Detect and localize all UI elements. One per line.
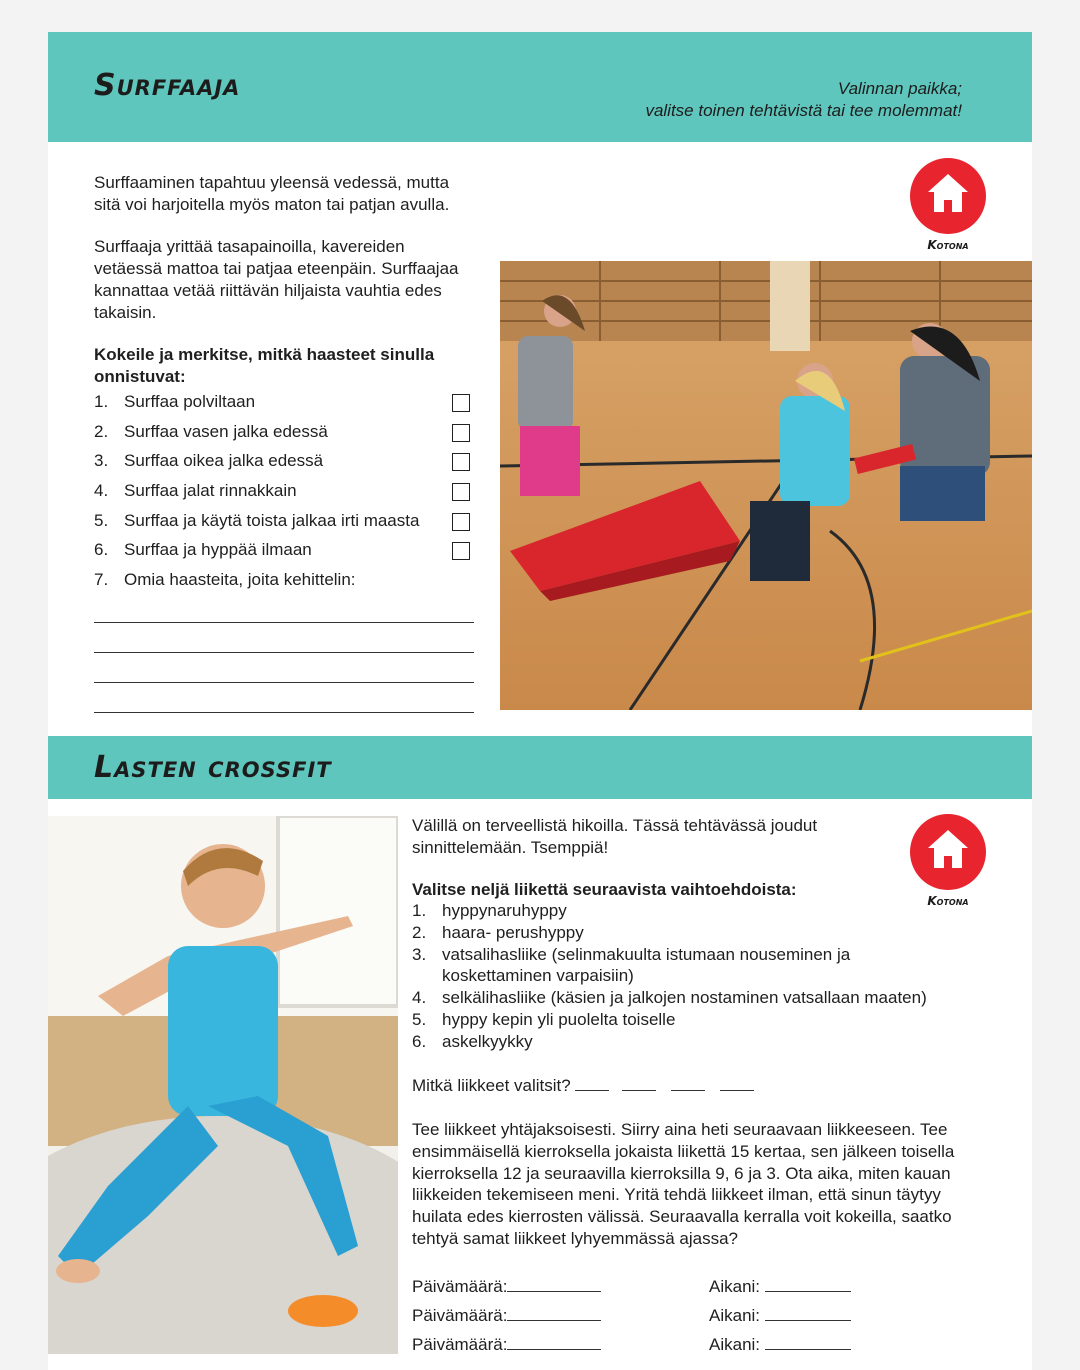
date-row: Päivämäärä: <box>412 1334 601 1355</box>
date-row: Päivämäärä: <box>412 1305 601 1326</box>
crossfit-instructions: Tee liikkeet yhtäjaksoisesti. Siirry aina heti seuraavaan liikkeeseen. Tee ensimmäisellä kierroksella jokaista liikettä 15 kertaa, sen jälkeen toisella kierroksella 12 ja seuraavilla kierroksilla 9, 6 ja 3. Ota aika, miten kauan liikkeiden tekemiseen meni. Yritä tehdä liikkeet ilman, että sinun täytyy huilata edes kierrosten välissä. Seuraavalla kerralla voit kokeilla, saatko tehtyä samat liikkeet lyhyemmässä ajassa? <box>412 1120 955 1248</box>
checkbox[interactable] <box>452 542 470 560</box>
answer-blank[interactable] <box>575 1075 609 1091</box>
challenge-list <box>94 392 474 600</box>
list-item: 3. Surffaa oikea jalka edessä <box>94 451 474 481</box>
answer-blank[interactable] <box>720 1075 754 1091</box>
checkbox[interactable] <box>452 394 470 412</box>
list-item: 7. Omia haasteita, joita kehittelin: <box>94 570 356 590</box>
time-field[interactable] <box>765 1276 851 1292</box>
list-item: 1. hyppynaruhyppy <box>412 901 567 920</box>
home-badge: Kotona <box>908 814 988 908</box>
surfing-photo <box>500 261 1032 710</box>
list-item: 5. hyppy kepin yli puolelta toiselle <box>412 1009 676 1029</box>
time-row: Aikani: <box>709 1276 851 1297</box>
worksheet-page <box>48 32 1032 1370</box>
checkbox[interactable] <box>452 424 470 442</box>
date-row: Päivämäärä: <box>412 1276 601 1297</box>
list-item: 5. Surffaa ja käytä toista jalkaa irti maasta <box>94 511 474 541</box>
section-title: Lasten crossfit <box>94 750 332 785</box>
section-title: Surffaaja <box>94 68 241 103</box>
intro-paragraph-2: Surffaaja yrittää tasapainoilla, kavereiden vetäessä mattoa tai patjaa eteenpäin. Surffaajaa kannattaa vetää riittävän hiljaista vauhtia edes takaisin. <box>94 237 459 322</box>
answer-blank[interactable] <box>622 1075 656 1091</box>
house-icon <box>910 158 986 234</box>
checkbox[interactable] <box>452 513 470 531</box>
answer-line[interactable] <box>94 682 474 683</box>
list-item: 3. vatsalihasliike (selinmakuulta istumaan nouseminen ja koskettaminen varpaisiin) <box>412 944 851 986</box>
section-header-surffaaja <box>48 32 1032 142</box>
moves-question: Mitkä liikkeet valitsit? <box>412 1075 992 1097</box>
list-item: 1. Surffaa polviltaan <box>94 392 474 422</box>
time-row: Aikani: <box>709 1334 851 1355</box>
home-badge: Kotona <box>908 158 988 252</box>
list-item: 4. Surffaa jalat rinnakkain <box>94 481 474 511</box>
crossfit-photo <box>48 816 398 1354</box>
date-field[interactable] <box>507 1276 601 1292</box>
challenge-instruction: Kokeile ja merkitse, mitkä haasteet sinulla onnistuvat: <box>94 345 435 386</box>
answer-line[interactable] <box>94 712 474 713</box>
moves-instruction: Valitse neljä liikettä seuraavista vaihtoehdoista: <box>412 880 797 899</box>
list-item: 2. haara- perushyppy <box>412 922 584 942</box>
answer-blank[interactable] <box>671 1075 705 1091</box>
list-item: 6. Surffaa ja hyppää ilmaan <box>94 540 474 570</box>
list-item: 2. Surffaa vasen jalka edessä <box>94 422 474 452</box>
choice-note: Valinnan paikka; valitse toinen tehtävistä tai tee molemmat! <box>645 79 962 120</box>
intro-paragraph-1: Surffaaminen tapahtuu yleensä vedessä, mutta sitä voi harjoitella myös maton tai patjan avulla. <box>94 173 450 214</box>
date-field[interactable] <box>507 1334 601 1350</box>
checkbox[interactable] <box>452 483 470 501</box>
answer-line[interactable] <box>94 622 474 623</box>
crossfit-intro: Välillä on terveellistä hikoilla. Tässä tehtävässä joudut sinnittelemään. Tsemppiä! <box>412 816 818 857</box>
answer-line[interactable] <box>94 652 474 653</box>
time-field[interactable] <box>765 1305 851 1321</box>
checkbox[interactable] <box>452 453 470 471</box>
time-row: Aikani: <box>709 1305 851 1326</box>
date-field[interactable] <box>507 1305 601 1321</box>
list-item: 6. askelkyykky <box>412 1031 533 1051</box>
moves-list <box>412 900 972 1053</box>
list-item: 4. selkälihasliike (käsien ja jalkojen nostaminen vatsallaan maaten) <box>412 988 927 1008</box>
section-header-crossfit <box>48 736 1032 799</box>
time-field[interactable] <box>765 1334 851 1350</box>
